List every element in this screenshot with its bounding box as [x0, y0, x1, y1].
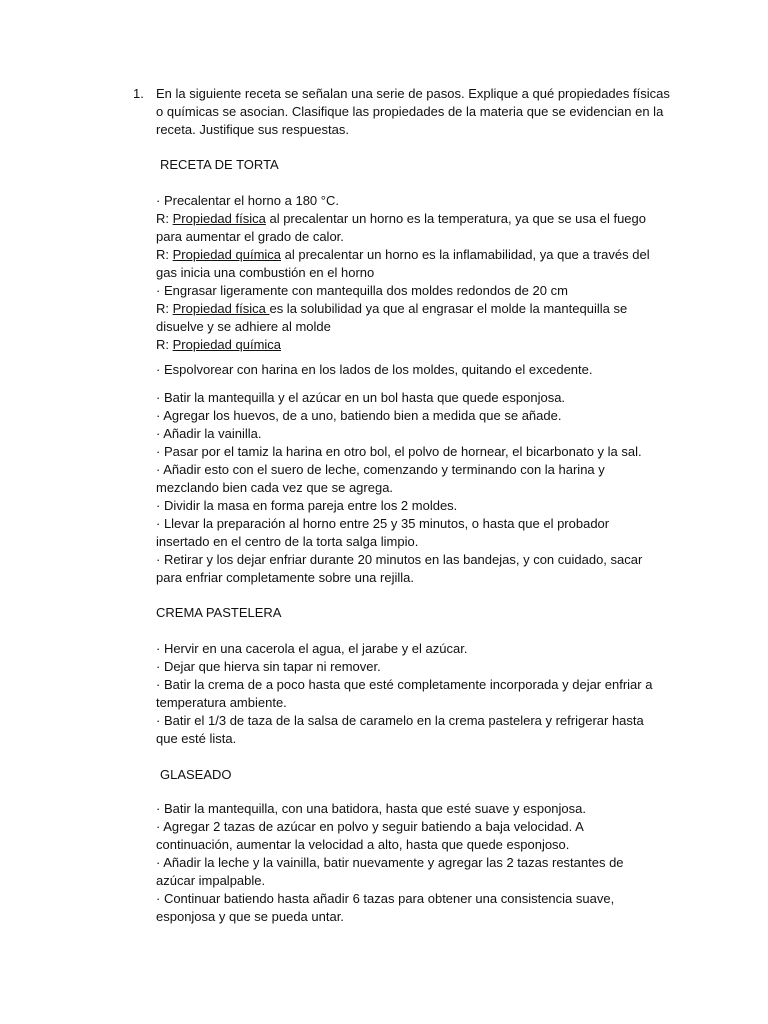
property-label: Propiedad física	[172, 211, 266, 226]
step-line: · Llevar la preparación al horno entre 25 y 35 minutos, o hasta que el probador	[156, 516, 610, 531]
answer-line: R: Propiedad química	[156, 337, 282, 352]
answer-line: para aumentar el grado de calor.	[156, 229, 344, 244]
answer-line: gas inicia una combustión en el horno	[156, 265, 375, 280]
step-line: · Añadir la leche y la vainilla, batir nuevamente y agregar las 2 tazas restantes de	[156, 855, 624, 870]
step-line: · Añadir la vainilla.	[156, 426, 262, 441]
step-line: · Batir el 1/3 de taza de la salsa de caramelo en la crema pastelera y refrigerar hasta	[156, 713, 644, 728]
property-label: Propiedad química	[172, 337, 282, 352]
section-title-crema-pastelera: CREMA PASTELERA	[156, 605, 282, 620]
step-line: · Agregar los huevos, de a uno, batiendo bien a medida que se añade.	[156, 408, 562, 423]
step-line: · Pasar por el tamiz la harina en otro bol, el polvo de hornear, el bicarbonato y la sal.	[156, 444, 642, 459]
step-line: · Dividir la masa en forma pareja entre los 2 moldes.	[156, 498, 458, 513]
step-line: para enfriar completamente sobre una rejilla.	[156, 570, 414, 585]
question-number: 1.	[133, 86, 144, 101]
section-title-glaseado: GLASEADO	[160, 767, 232, 782]
step-line: mezclando bien cada vez que se agrega.	[156, 480, 394, 495]
answer-line: R: Propiedad química al precalentar un horno es la inflamabilidad, ya que a través del	[156, 247, 650, 262]
step-line: · Hervir en una cacerola el agua, el jarabe y el azúcar.	[156, 641, 468, 656]
answer-line: R: Propiedad física al precalentar un horno es la temperatura, ya que se usa el fuego	[156, 211, 646, 226]
step-line: que esté lista.	[156, 731, 237, 746]
step-line: · Agregar 2 tazas de azúcar en polvo y seguir batiendo a baja velocidad. A	[156, 819, 584, 834]
step-line: · Batir la crema de a poco hasta que esté completamente incorporada y dejar enfriar a	[156, 677, 653, 692]
step-line: esponjosa y que se pueda untar.	[156, 909, 344, 924]
step-line: azúcar impalpable.	[156, 873, 266, 888]
step-line: insertado en el centro de la torta salga limpio.	[156, 534, 419, 549]
step-line: · Batir la mantequilla, con una batidora, hasta que esté suave y esponjosa.	[156, 801, 586, 816]
question-line: receta. Justifique sus respuestas.	[156, 122, 349, 137]
section-title-receta-torta: RECETA DE TORTA	[160, 157, 279, 172]
answer-line: R: Propiedad física es la solubilidad ya que al engrasar el molde la mantequilla se	[156, 301, 628, 316]
step-line: · Dejar que hierva sin tapar ni remover.	[156, 659, 381, 674]
step-line: temperatura ambiente.	[156, 695, 287, 710]
property-label: Propiedad química	[172, 247, 282, 262]
property-label: Propiedad física	[172, 301, 270, 316]
question-line: o químicas se asocian. Clasifique las propiedades de la materia que se evidencian en la	[156, 104, 664, 119]
step-line: · Continuar batiendo hasta añadir 6 tazas para obtener una consistencia suave,	[156, 891, 615, 906]
step-line: continuación, aumentar la velocidad a alto, hasta que quede esponjoso.	[156, 837, 570, 852]
step-line: · Espolvorear con harina en los lados de los moldes, quitando el excedente.	[156, 362, 593, 377]
step-line: · Añadir esto con el suero de leche, comenzando y terminando con la harina y	[156, 462, 605, 477]
step-line: · Engrasar ligeramente con mantequilla dos moldes redondos de 20 cm	[156, 283, 568, 298]
step-line: · Precalentar el horno a 180 °C.	[156, 193, 339, 208]
step-line: · Retirar y los dejar enfriar durante 20 minutos en las bandejas, y con cuidado, sacar	[156, 552, 643, 567]
answer-line: disuelve y se adhiere al molde	[156, 319, 331, 334]
question-line: En la siguiente receta se señalan una serie de pasos. Explique a qué propiedades físicas	[156, 86, 670, 101]
step-line: · Batir la mantequilla y el azúcar en un bol hasta que quede esponjosa.	[156, 390, 566, 405]
